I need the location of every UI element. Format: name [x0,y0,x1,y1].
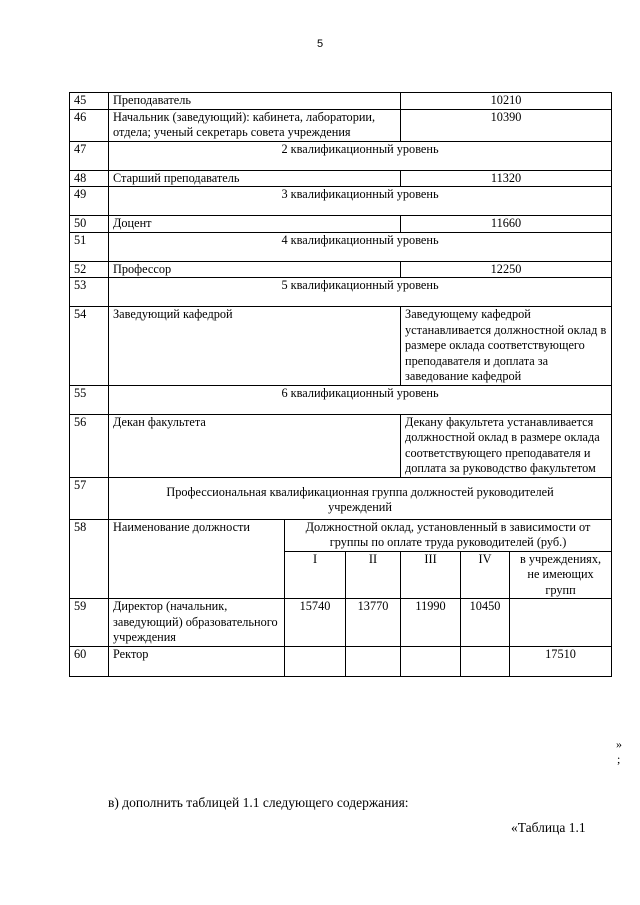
table-row [70,599,612,647]
position-name: Декан факультета [109,414,401,477]
qualification-level: 3 квалификационный уровень [109,187,612,216]
table-row [70,307,612,386]
table-row [70,261,612,278]
salary-value [346,646,401,676]
level-row [70,187,612,216]
qualification-level: 5 квалификационный уровень [109,278,612,307]
qualification-level: 4 квалификационный уровень [109,232,612,261]
salary-value: 10210 [401,93,612,110]
row-number: 52 [70,261,109,278]
group-header: I [285,551,346,599]
level-row [70,385,612,414]
salary-value [510,599,612,647]
position-name: Преподаватель [109,93,401,110]
table-row [70,414,612,477]
group-header: IV [461,551,510,599]
position-name: Доцент [109,216,401,233]
group-title: Профессиональная квалификационная группа должностей руководителей учреждений [109,477,612,519]
row-number: 55 [70,385,109,414]
level-row [70,141,612,170]
position-name: Начальник (заведующий): кабинета, лаборатории, отдела; ученый секретарь совета учреждения [109,109,401,141]
table-caption: «Таблица 1.1 [511,820,586,835]
salary-value: 13770 [346,599,401,647]
table-row [70,646,612,676]
salary-value [461,646,510,676]
level-row [70,232,612,261]
page-number: 5 [316,38,324,50]
table-row [70,93,612,110]
salary-value: 11320 [401,170,612,187]
level-row [70,278,612,307]
salary-note: Заведующему кафедрой устанавливается должностной оклад в размере оклада соответствующего преподавателя и доплата за заведование кафедрой [401,307,612,386]
name-column-header: Наименование должности [109,519,285,599]
row-number: 48 [70,170,109,187]
row-number: 54 [70,307,109,386]
row-number: 60 [70,646,109,676]
qualification-level: 2 квалификационный уровень [109,141,612,170]
salary-value: 10390 [401,109,612,141]
closing-quote: » [616,737,622,751]
row-number: 50 [70,216,109,233]
group-header: III [401,551,461,599]
table-row [70,109,612,141]
salary-note: Декану факультета устанавливается должностной оклад в размере оклада соответствующего преподавателя и доплата за руководство факультетом [401,414,612,477]
table-row [70,216,612,233]
salary-table [69,92,612,677]
salary-value: 11990 [401,599,461,647]
salary-value: 12250 [401,261,612,278]
row-number: 45 [70,93,109,110]
row-number: 46 [70,109,109,141]
position-name: Профессор [109,261,401,278]
row-number: 59 [70,599,109,647]
row-number: 51 [70,232,109,261]
salary-value [285,646,346,676]
row-number: 56 [70,414,109,477]
row-number: 47 [70,141,109,170]
salary-value: 17510 [510,646,612,676]
closing-semicolon: ; [617,752,621,766]
salary-value: 10450 [461,599,510,647]
group-header: в учреждениях, не имеющих групп [510,551,612,599]
body-paragraph: в) дополнить таблицей 1.1 следующего содержания: [108,795,409,810]
qualification-level: 6 квалификационный уровень [109,385,612,414]
header-row [70,519,612,551]
salary-value: 15740 [285,599,346,647]
salary-column-header: Должностной оклад, установленный в зависимости от группы по оплате труда руководителей (руб.) [285,519,612,551]
salary-value: 11660 [401,216,612,233]
position-name: Ректор [109,646,285,676]
group-header: II [346,551,401,599]
table-row [70,170,612,187]
row-number: 57 [70,477,109,519]
row-number: 49 [70,187,109,216]
row-number: 53 [70,278,109,307]
salary-value [401,646,461,676]
position-name: Заведующий кафедрой [109,307,401,386]
row-number: 58 [70,519,109,599]
position-name: Директор (начальник, заведующий) образовательного учреждения [109,599,285,647]
group-row [70,477,612,519]
position-name: Старший преподаватель [109,170,401,187]
